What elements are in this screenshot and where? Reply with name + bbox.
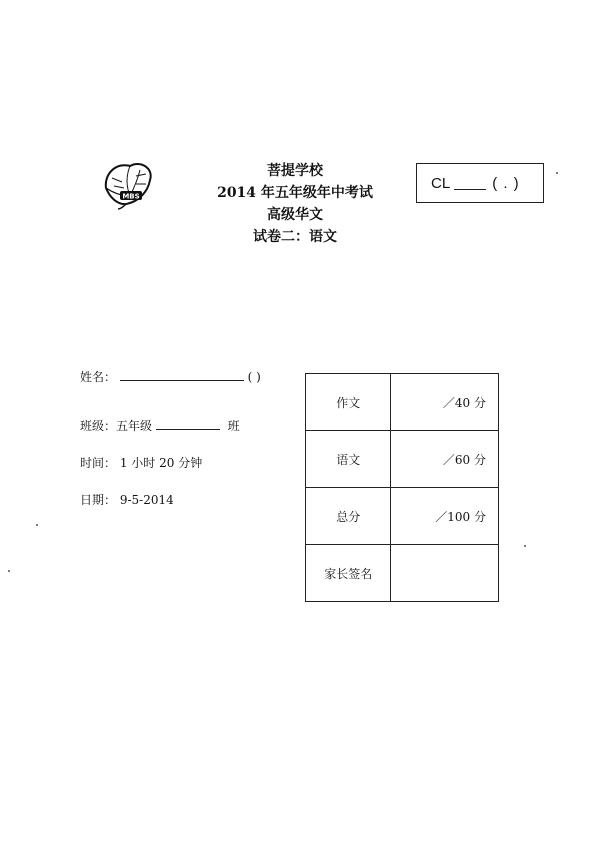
time-row <box>80 455 202 471</box>
class-label: 班级：五年级 <box>80 419 153 433</box>
score-label-language: 语文 <box>306 431 391 488</box>
paper-title: 试卷二：语文 <box>253 229 337 245</box>
class-code-blank[interactable] <box>454 176 486 190</box>
parent-signature-label: 家长签名 <box>306 545 391 602</box>
scan-speck <box>556 172 558 174</box>
logo-text: MBS <box>122 192 140 201</box>
table-row <box>306 431 499 488</box>
date-row <box>80 492 174 508</box>
bodhi-leaf-logo-icon <box>100 158 156 210</box>
class-code-paren: ( . ) <box>492 174 520 192</box>
scan-speck <box>524 545 526 547</box>
name-blank[interactable] <box>120 368 244 381</box>
scan-speck <box>36 524 38 526</box>
time-label: 时间： <box>80 456 117 470</box>
parent-signature-field[interactable] <box>391 545 499 602</box>
score-value-composition[interactable]: ／40 分 <box>391 374 499 431</box>
score-label-composition: 作文 <box>306 374 391 431</box>
name-paren: ( ) <box>247 370 261 384</box>
scan-speck <box>8 570 10 572</box>
score-table <box>305 373 499 602</box>
date-label: 日期： <box>80 493 117 507</box>
name-row <box>80 368 261 385</box>
class-suffix: 班 <box>227 419 240 433</box>
date-value: 9-5-2014 <box>119 493 174 507</box>
class-row <box>80 417 240 434</box>
name-label: 姓名： <box>80 370 117 384</box>
table-row <box>306 545 499 602</box>
subject-title: 高级华文 <box>267 207 323 223</box>
exam-header <box>180 160 410 248</box>
class-blank[interactable] <box>156 417 220 430</box>
score-label-total: 总分 <box>306 488 391 545</box>
class-code-box <box>416 163 544 203</box>
time-value: 1 小时 20 分钟 <box>119 456 203 470</box>
table-row <box>306 488 499 545</box>
exam-title: 2014 年五年级年中考试 <box>217 185 373 201</box>
table-row <box>306 374 499 431</box>
score-value-language[interactable]: ／60 分 <box>391 431 499 488</box>
score-value-total[interactable]: ／100 分 <box>391 488 499 545</box>
class-code-prefix: CL <box>431 174 451 192</box>
school-name: 菩提学校 <box>267 163 323 179</box>
